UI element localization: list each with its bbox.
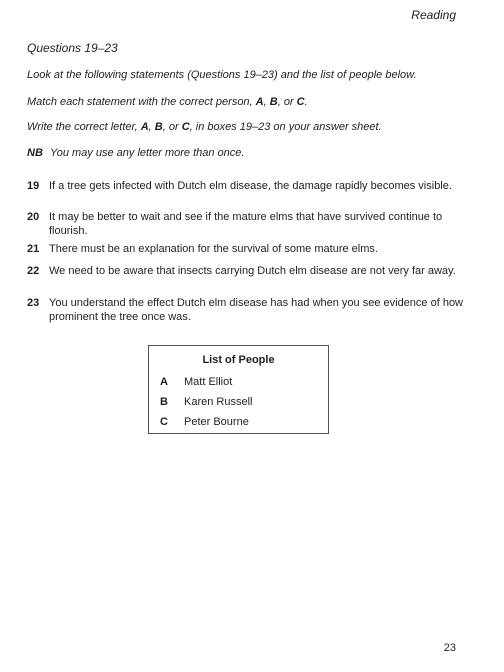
- instruction-line-3: [27, 121, 382, 133]
- question-text: You understand the effect Dutch elm disease has had when you see evidence of how prominent the tree once was.: [49, 297, 464, 323]
- instruction-text: , or: [162, 121, 182, 133]
- person-letter: A: [160, 376, 168, 388]
- question-number: 22: [27, 265, 40, 277]
- person-letter: B: [160, 396, 168, 408]
- letter-a: A: [255, 96, 264, 108]
- question-20: [27, 210, 467, 238]
- instruction-text: , in boxes 19–23 on your answer sheet.: [189, 121, 382, 133]
- letter-a: A: [140, 121, 149, 133]
- nb-label: NB: [27, 147, 43, 159]
- question-text: It may be better to wait and see if the mature elms that have survived continue to flourish.: [49, 211, 443, 237]
- section-title: Questions 19–23: [27, 41, 118, 55]
- running-header: Reading: [411, 8, 456, 22]
- question-number: 20: [27, 211, 40, 223]
- list-of-people-title: List of People: [202, 354, 275, 366]
- person-name: Peter Bourne: [184, 416, 249, 428]
- question-21: [27, 242, 467, 256]
- question-text: We need to be aware that insects carrying Dutch elm disease are not very far away.: [49, 265, 456, 277]
- nb-text: You may use any letter more than once.: [50, 147, 245, 159]
- person-c: [160, 416, 249, 428]
- instruction-line-2: [27, 96, 308, 108]
- list-of-people-box: [148, 345, 329, 434]
- letter-c: C: [181, 121, 190, 133]
- person-letter: C: [160, 416, 168, 428]
- instruction-text: .: [304, 96, 308, 108]
- person-name: Matt Elliot: [184, 376, 233, 388]
- question-text: There must be an explanation for the survival of some mature elms.: [49, 243, 378, 255]
- letter-b: B: [269, 96, 278, 108]
- question-number: 21: [27, 243, 40, 255]
- letter-b: B: [154, 121, 163, 133]
- instruction-line-1: Look at the following statements (Questions 19–23) and the list of people below.: [27, 69, 417, 81]
- question-number: 23: [27, 297, 40, 309]
- person-name: Karen Russell: [184, 396, 253, 408]
- question-19: [27, 179, 467, 193]
- letter-c: C: [296, 96, 305, 108]
- person-b: [160, 396, 252, 408]
- instruction-text: Match each statement with the correct person,: [27, 96, 256, 108]
- question-number: 19: [27, 180, 40, 192]
- question-23: [27, 296, 467, 324]
- question-22: [27, 264, 467, 278]
- page-number: 23: [443, 642, 456, 654]
- question-text: If a tree gets infected with Dutch elm disease, the damage rapidly becomes visible.: [49, 180, 452, 192]
- person-a: [160, 376, 232, 388]
- instruction-text: Write the correct letter,: [27, 121, 141, 133]
- instruction-text: , or: [277, 96, 297, 108]
- instruction-text: ,: [263, 96, 270, 108]
- instruction-text: ,: [148, 121, 155, 133]
